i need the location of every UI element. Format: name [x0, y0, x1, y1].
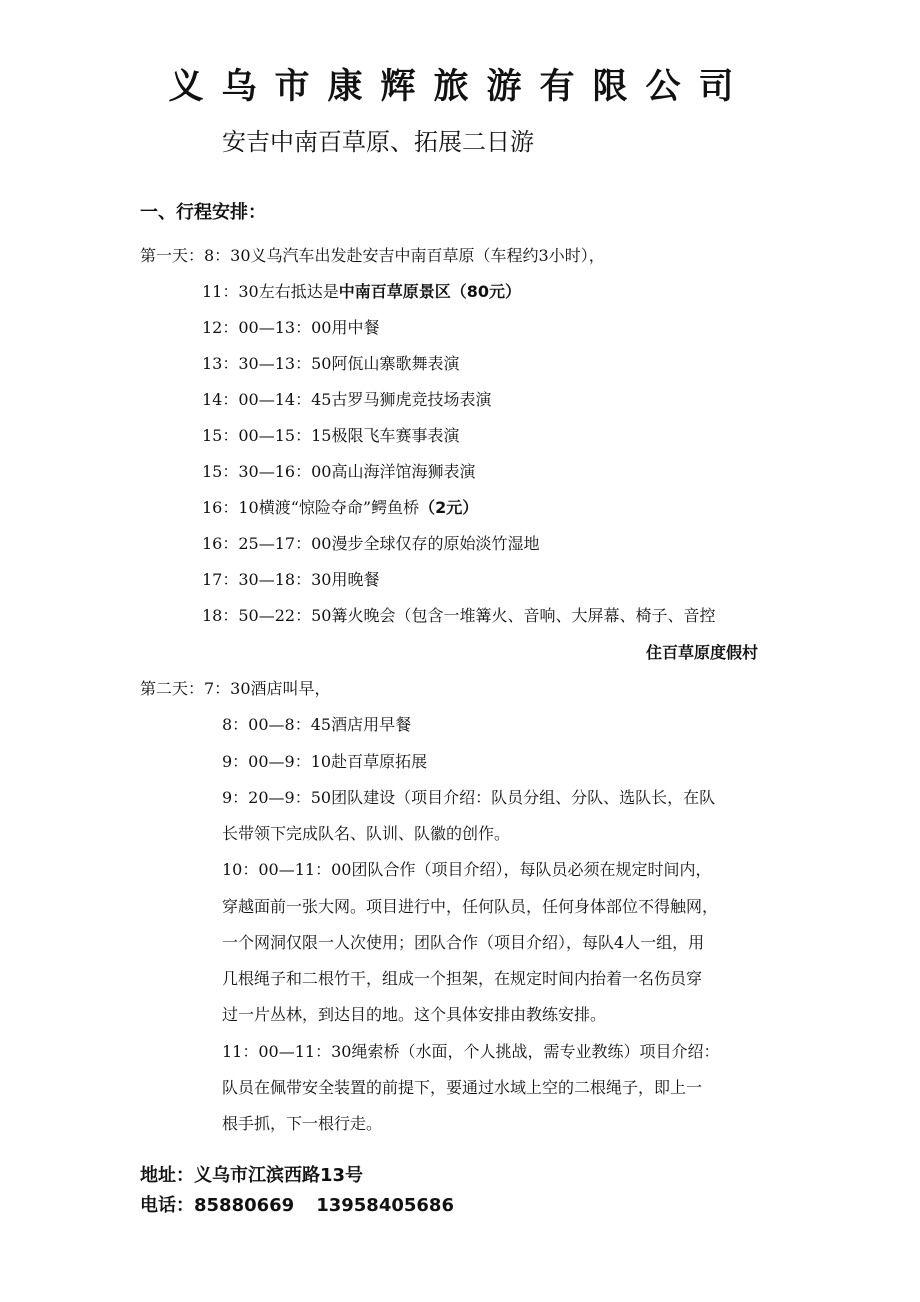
day1-bridge-line [202, 496, 478, 520]
contact-phone-line [140, 1192, 454, 1220]
day2-item: 几根绳子和二根竹干，组成一个担架，在规定时间内抬着一名伤员穿 [222, 969, 703, 988]
day2-item: 一个网洞仅限一人次使用；团队合作（项目介绍），每队4人一组，用 [222, 933, 705, 952]
day2-item: 过一片丛林，到达目的地。这个具体安排由教练安排。 [222, 1005, 607, 1024]
day2-item: 队员在佩带安全装置的前提下，要通过水域上空的二根绳子，即上一 [222, 1078, 703, 1097]
day1-item: 18：50—22：50篝火晚会（包含一堆篝火、音响、大屏幕、椅子、音控 [202, 606, 716, 625]
day1-item: 15：00—15：15极限飞车赛事表演 [202, 426, 460, 445]
day1-item: 17：30—18：30用晚餐 [202, 570, 380, 589]
day2-item: 9：20—9：50团队建设（项目介绍：队员分组、分队、选队长，在队 [222, 788, 716, 807]
day2-item: 根手抓，下一根行走。 [222, 1114, 383, 1133]
day1-arrive-line [202, 280, 521, 304]
contact-phone: 电话：85880669 [140, 1195, 295, 1216]
day2-item: 11：00—11：30绳索桥（水面，个人挑战，需专业教练）项目介绍： [222, 1042, 720, 1061]
day1-item: 15：30—16：00高山海洋馆海狮表演 [202, 462, 476, 481]
day1-arrive-prefix: 11：30左右抵达是 [202, 282, 339, 301]
day2-first-line: 第二天：7：30酒店叫早， [140, 679, 331, 698]
day1-item: 14：00—14：45古罗马狮虎竞技场表演 [202, 390, 492, 409]
day1-item: 13：30—13：50阿佤山寨歌舞表演 [202, 354, 460, 373]
contact-address: 地址：义乌市江滨西路13号 [140, 1165, 364, 1186]
day1-item: 16：25—17：00漫步全球仅存的原始淡竹湿地 [202, 534, 540, 553]
day1-bridge-prefix: 16：10横渡“惊险夺命”鳄鱼桥 [202, 498, 420, 517]
trip-title: 安吉中南百草原、拓展二日游 [222, 128, 534, 156]
day1-item: 12：00—13：00用中餐 [202, 318, 380, 337]
contact-mobile: 13958405686 [316, 1195, 454, 1216]
day1-stay: 住百草原度假村 [645, 643, 758, 662]
section-heading: 一、行程安排： [140, 202, 266, 223]
day1-first-line: 第一天：8：30义乌汽车出发赴安吉中南百草原（车程约3小时）， [140, 246, 605, 265]
day2-item: 8：00—8：45酒店用早餐 [222, 715, 412, 734]
day2-item: 10：00—11：00团队合作（项目介绍），每队员必须在规定时间内， [222, 860, 712, 879]
day2-item: 长带领下完成队名、队训、队徽的创作。 [222, 824, 511, 843]
company-name: 义乌市康辉旅游有限公司 [168, 67, 752, 107]
day2-item: 穿越面前一张大网。项目进行中，任何队员，任何身体部位不得触网， [222, 897, 719, 916]
day2-item: 9：00—9：10赴百草原拓展 [222, 752, 428, 771]
day1-bridge-bold: （2元） [419, 498, 479, 517]
day1-arrive-bold: 中南百草原景区（80元） [338, 282, 522, 301]
